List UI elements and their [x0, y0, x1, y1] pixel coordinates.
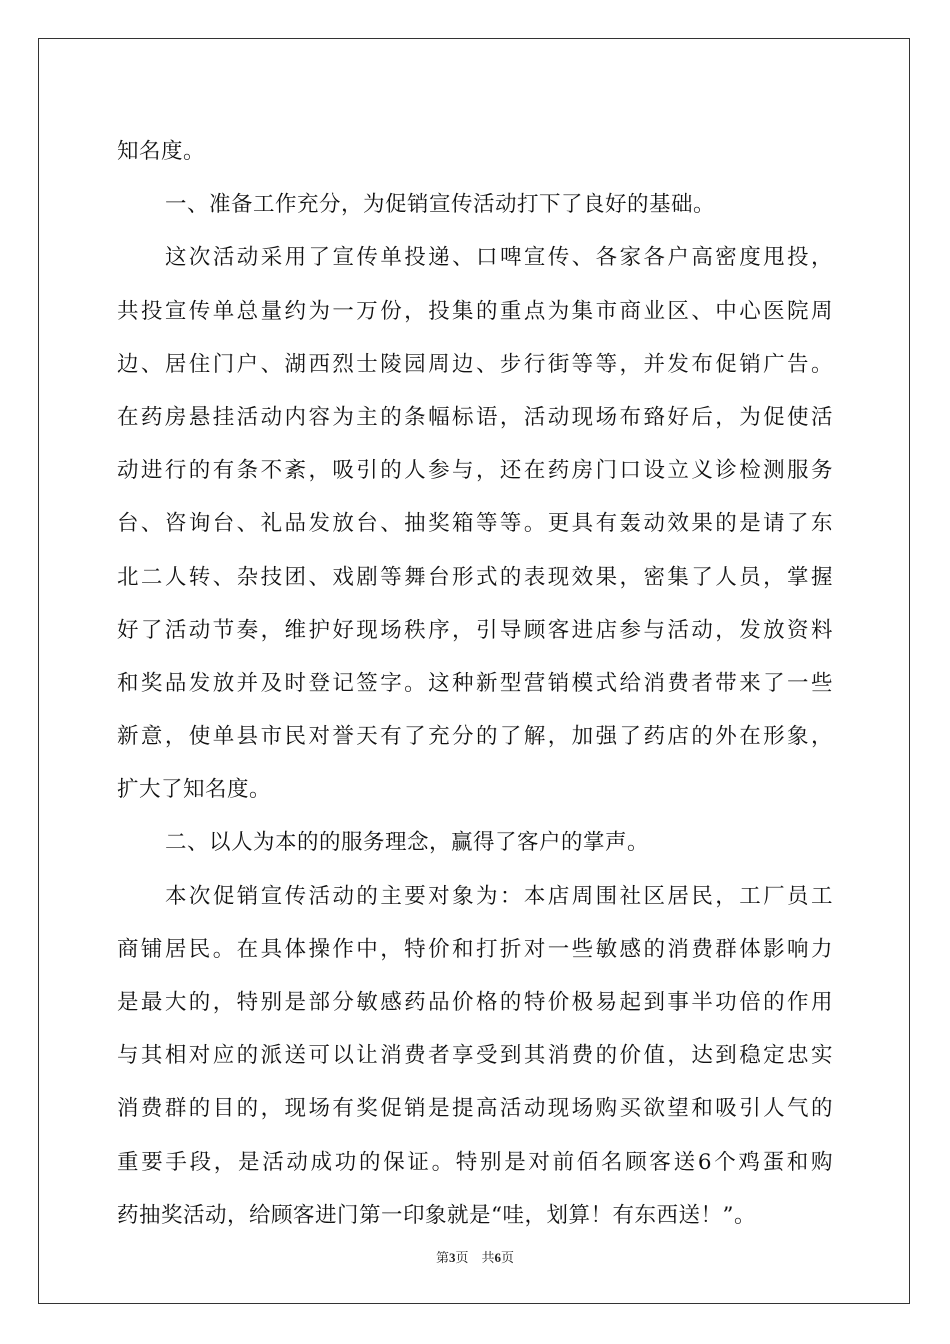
section-heading: 一、准备工作充分，为促销宣传活动打下了良好的基础。	[165, 192, 716, 218]
paragraph-line: 本次促销宣传活动的主要对象为：本店周围社区居民，工厂员工	[165, 883, 833, 909]
paragraph-line: 消费群的目的，现场有奖促销是提高活动现场购买欲望和吸引人气的	[117, 1096, 833, 1122]
current-page-number: 3	[448, 1250, 456, 1265]
section-heading: 二、以人为本的的服务理念，赢得了客户的掌声。	[165, 830, 650, 856]
paragraph-line: 重要手段，是活动成功的保证。特别是对前佰名顾客送6个鸡蛋和购	[117, 1149, 833, 1175]
paragraph-line: 好了活动节奏，维护好现场秩序，引导顾客进店参与活动，发放资料	[117, 617, 833, 643]
paragraph-line: 商铺居民。在具体操作中，特价和打折对一些敏感的消费群体影响力	[117, 936, 833, 962]
paragraph-line: 药抽奖活动，给顾客进门第一印象就是“哇，划算！有东西送！”。	[117, 1202, 756, 1228]
paragraph-line: 是最大的，特别是部分敏感药品价格的特价极易起到事半功倍的作用	[117, 990, 833, 1015]
paragraph-line: 台、咨询台、礼品发放台、抽奖箱等等。更具有轰动效果的是请了东	[117, 511, 833, 537]
paragraph-line: 与其相对应的派送可以让消费者享受到其消费的价值，达到稳定忠实	[117, 1043, 833, 1069]
paragraph-line: 和奖品发放并及时登记签字。这种新型营销模式给消费者带来了一些	[117, 670, 833, 696]
total-page-number: 6	[494, 1250, 501, 1265]
paragraph-line: 这次活动采用了宣传单投递、口啤宣传、各家各户高密度甩投，	[165, 245, 833, 271]
page-prefix: 第	[435, 1251, 449, 1266]
paragraph-line: 动进行的有条不紊，吸引的人参与，还在药房门口设立义诊检测服务	[117, 458, 833, 484]
page-footer	[0, 1247, 950, 1266]
page-suffix: 页	[501, 1251, 515, 1266]
paragraph-line: 扩大了知名度。	[117, 777, 272, 803]
page-separator: 页 共	[455, 1251, 495, 1266]
paragraph-line: 共投宣传单总量约为一万份，投集的重点为集市商业区、中心医院周	[117, 298, 833, 324]
paragraph-line: 新意，使单县市民对誉天有了充分的了解，加强了药店的外在形象，	[117, 724, 833, 750]
paragraph-line: 知名度。	[117, 139, 206, 164]
paragraph-line: 边、居住门户、湖西烈士陵园周边、步行街等等，并发布促销广告。	[117, 351, 833, 377]
document-body	[117, 125, 833, 1242]
paragraph-line: 在药房悬挂活动内容为主的条幅标语，活动现场布臵好后，为促使活	[117, 404, 833, 430]
paragraph-line: 北二人转、杂技团、戏剧等舞台形式的表现效果，密集了人员，掌握	[117, 564, 833, 590]
